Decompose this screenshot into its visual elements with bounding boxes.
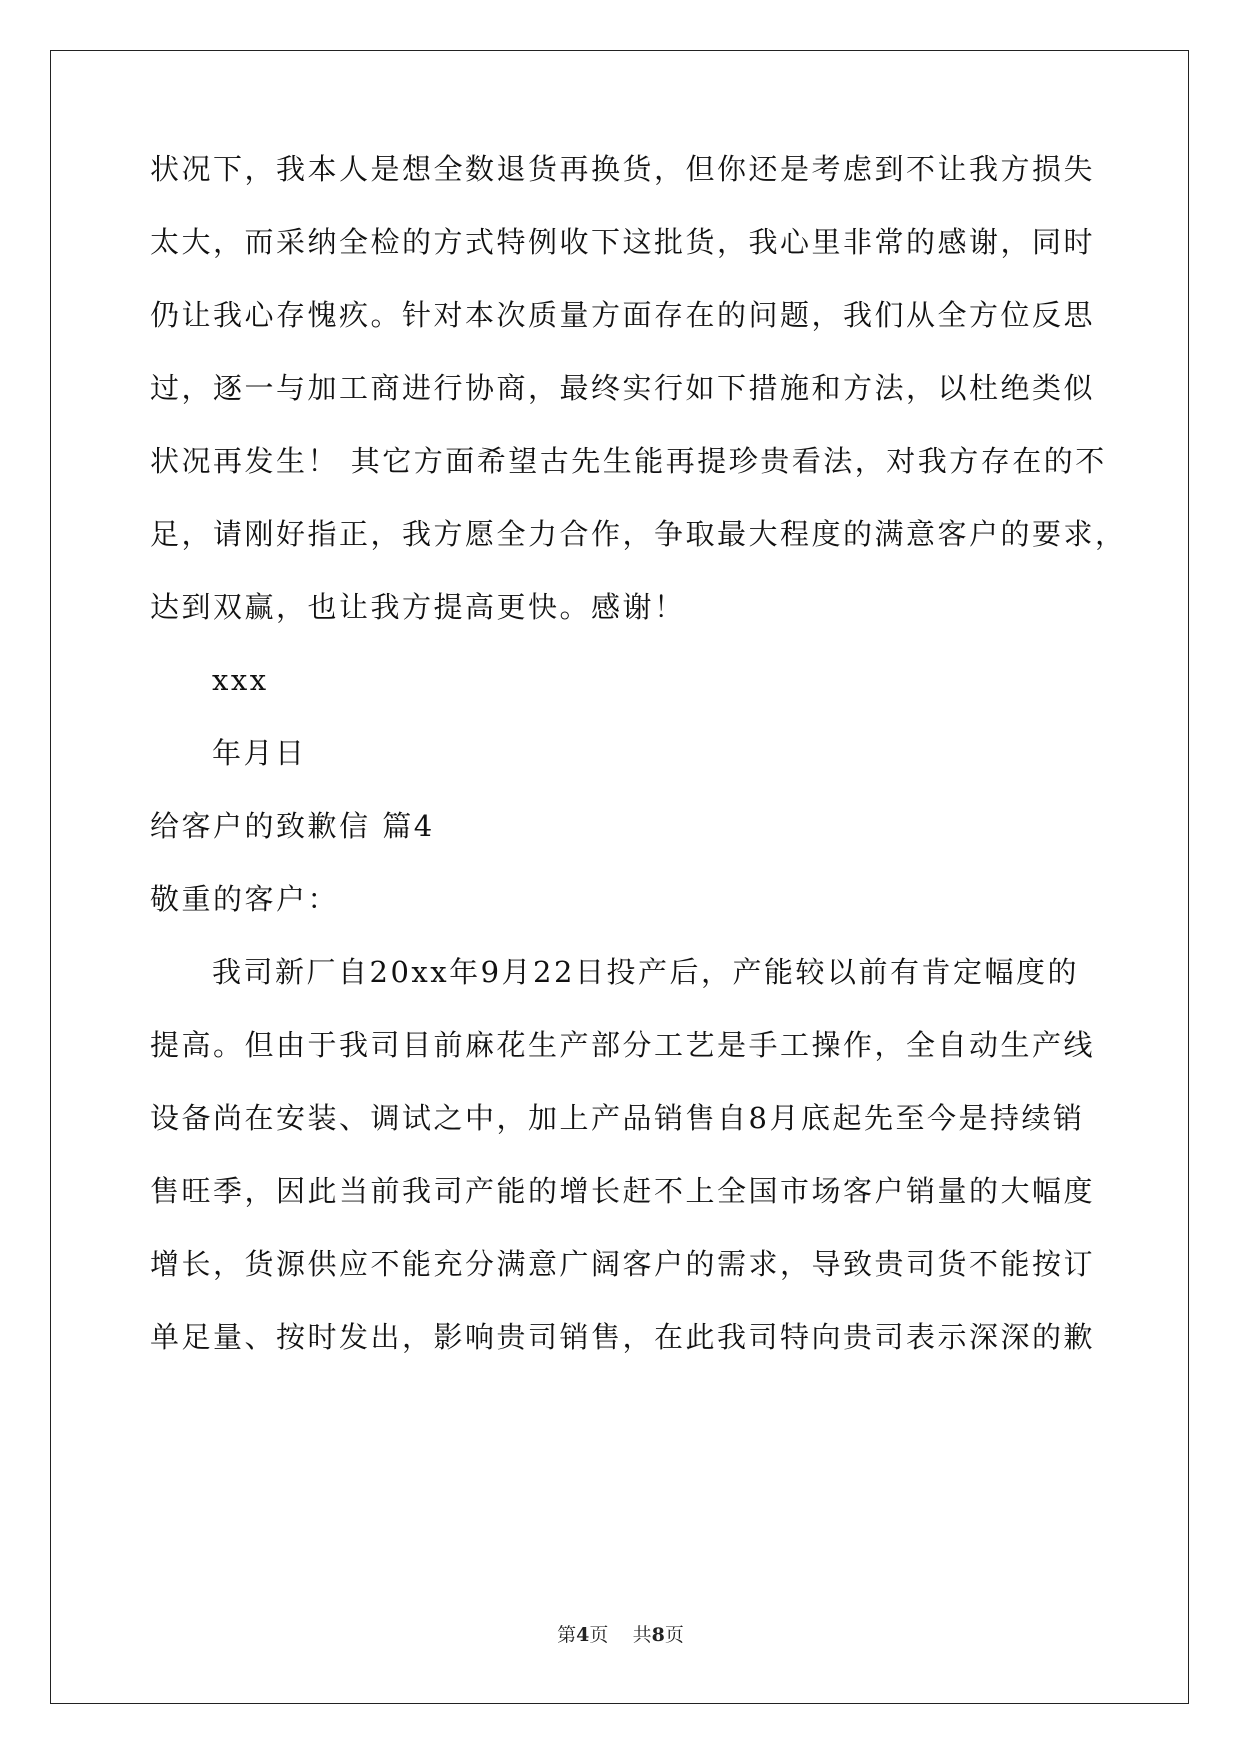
- body-line-7: 达到双赢，也让我方提高更快。感谢！: [150, 590, 686, 624]
- body-line-5: 状况再发生！ 其它方面希望古先生能再提珍贵看法，对我方存在的不: [150, 444, 1107, 478]
- page-footer: [0, 1620, 1241, 1647]
- page-number: 4: [576, 1624, 590, 1646]
- salutation: 敬重的客户：: [150, 882, 340, 916]
- body-line-6: 足，请刚好指正，我方愿全力合作，争取最大程度的满意客户的要求，: [150, 517, 1127, 551]
- body-line-11: 售旺季，因此当前我司产能的增长赶不上全国市场客户销量的大幅度: [150, 1174, 1096, 1208]
- body-line-1: 状况下，我本人是想全数退货再换货，但你还是考虑到不让我方损失: [150, 152, 1096, 186]
- body-line-13: 单足量、按时发出，影响贵司销售，在此我司特向贵司表示深深的歉: [150, 1320, 1096, 1354]
- total-prefix: 共: [632, 1624, 652, 1646]
- body-line-2: 太大，而采纳全检的方式特例收下这批货，我心里非常的感谢，同时: [150, 225, 1096, 259]
- body-line-4: 过，逐一与加工商进行协商，最终实行如下措施和方法，以杜绝类似: [150, 371, 1096, 405]
- body-line-10: 设备尚在安装、调试之中，加上产品销售自8月底起先至今是持续销: [150, 1101, 1085, 1135]
- page-suffix: 页: [589, 1624, 609, 1646]
- body-line-9: 提高。但由于我司目前麻花生产部分工艺是手工操作，全自动生产线: [150, 1028, 1096, 1062]
- signature-date: 年月日: [212, 736, 307, 770]
- body-line-8: 我司新厂自20xx年9月22日投产后，产能较以前有肯定幅度的: [212, 955, 1079, 989]
- signature-name: xxx: [212, 663, 269, 697]
- section-heading: 给客户的致歉信 篇4: [150, 809, 435, 843]
- body-line-3: 仍让我心存愧疚。针对本次质量方面存在的问题，我们从全方位反思: [150, 298, 1096, 332]
- total-suffix: 页: [664, 1624, 684, 1646]
- page-prefix: 第: [557, 1624, 577, 1646]
- total-pages: 8: [651, 1624, 665, 1646]
- body-line-12: 增长，货源供应不能充分满意广阔客户的需求，导致贵司货不能按订: [150, 1247, 1096, 1281]
